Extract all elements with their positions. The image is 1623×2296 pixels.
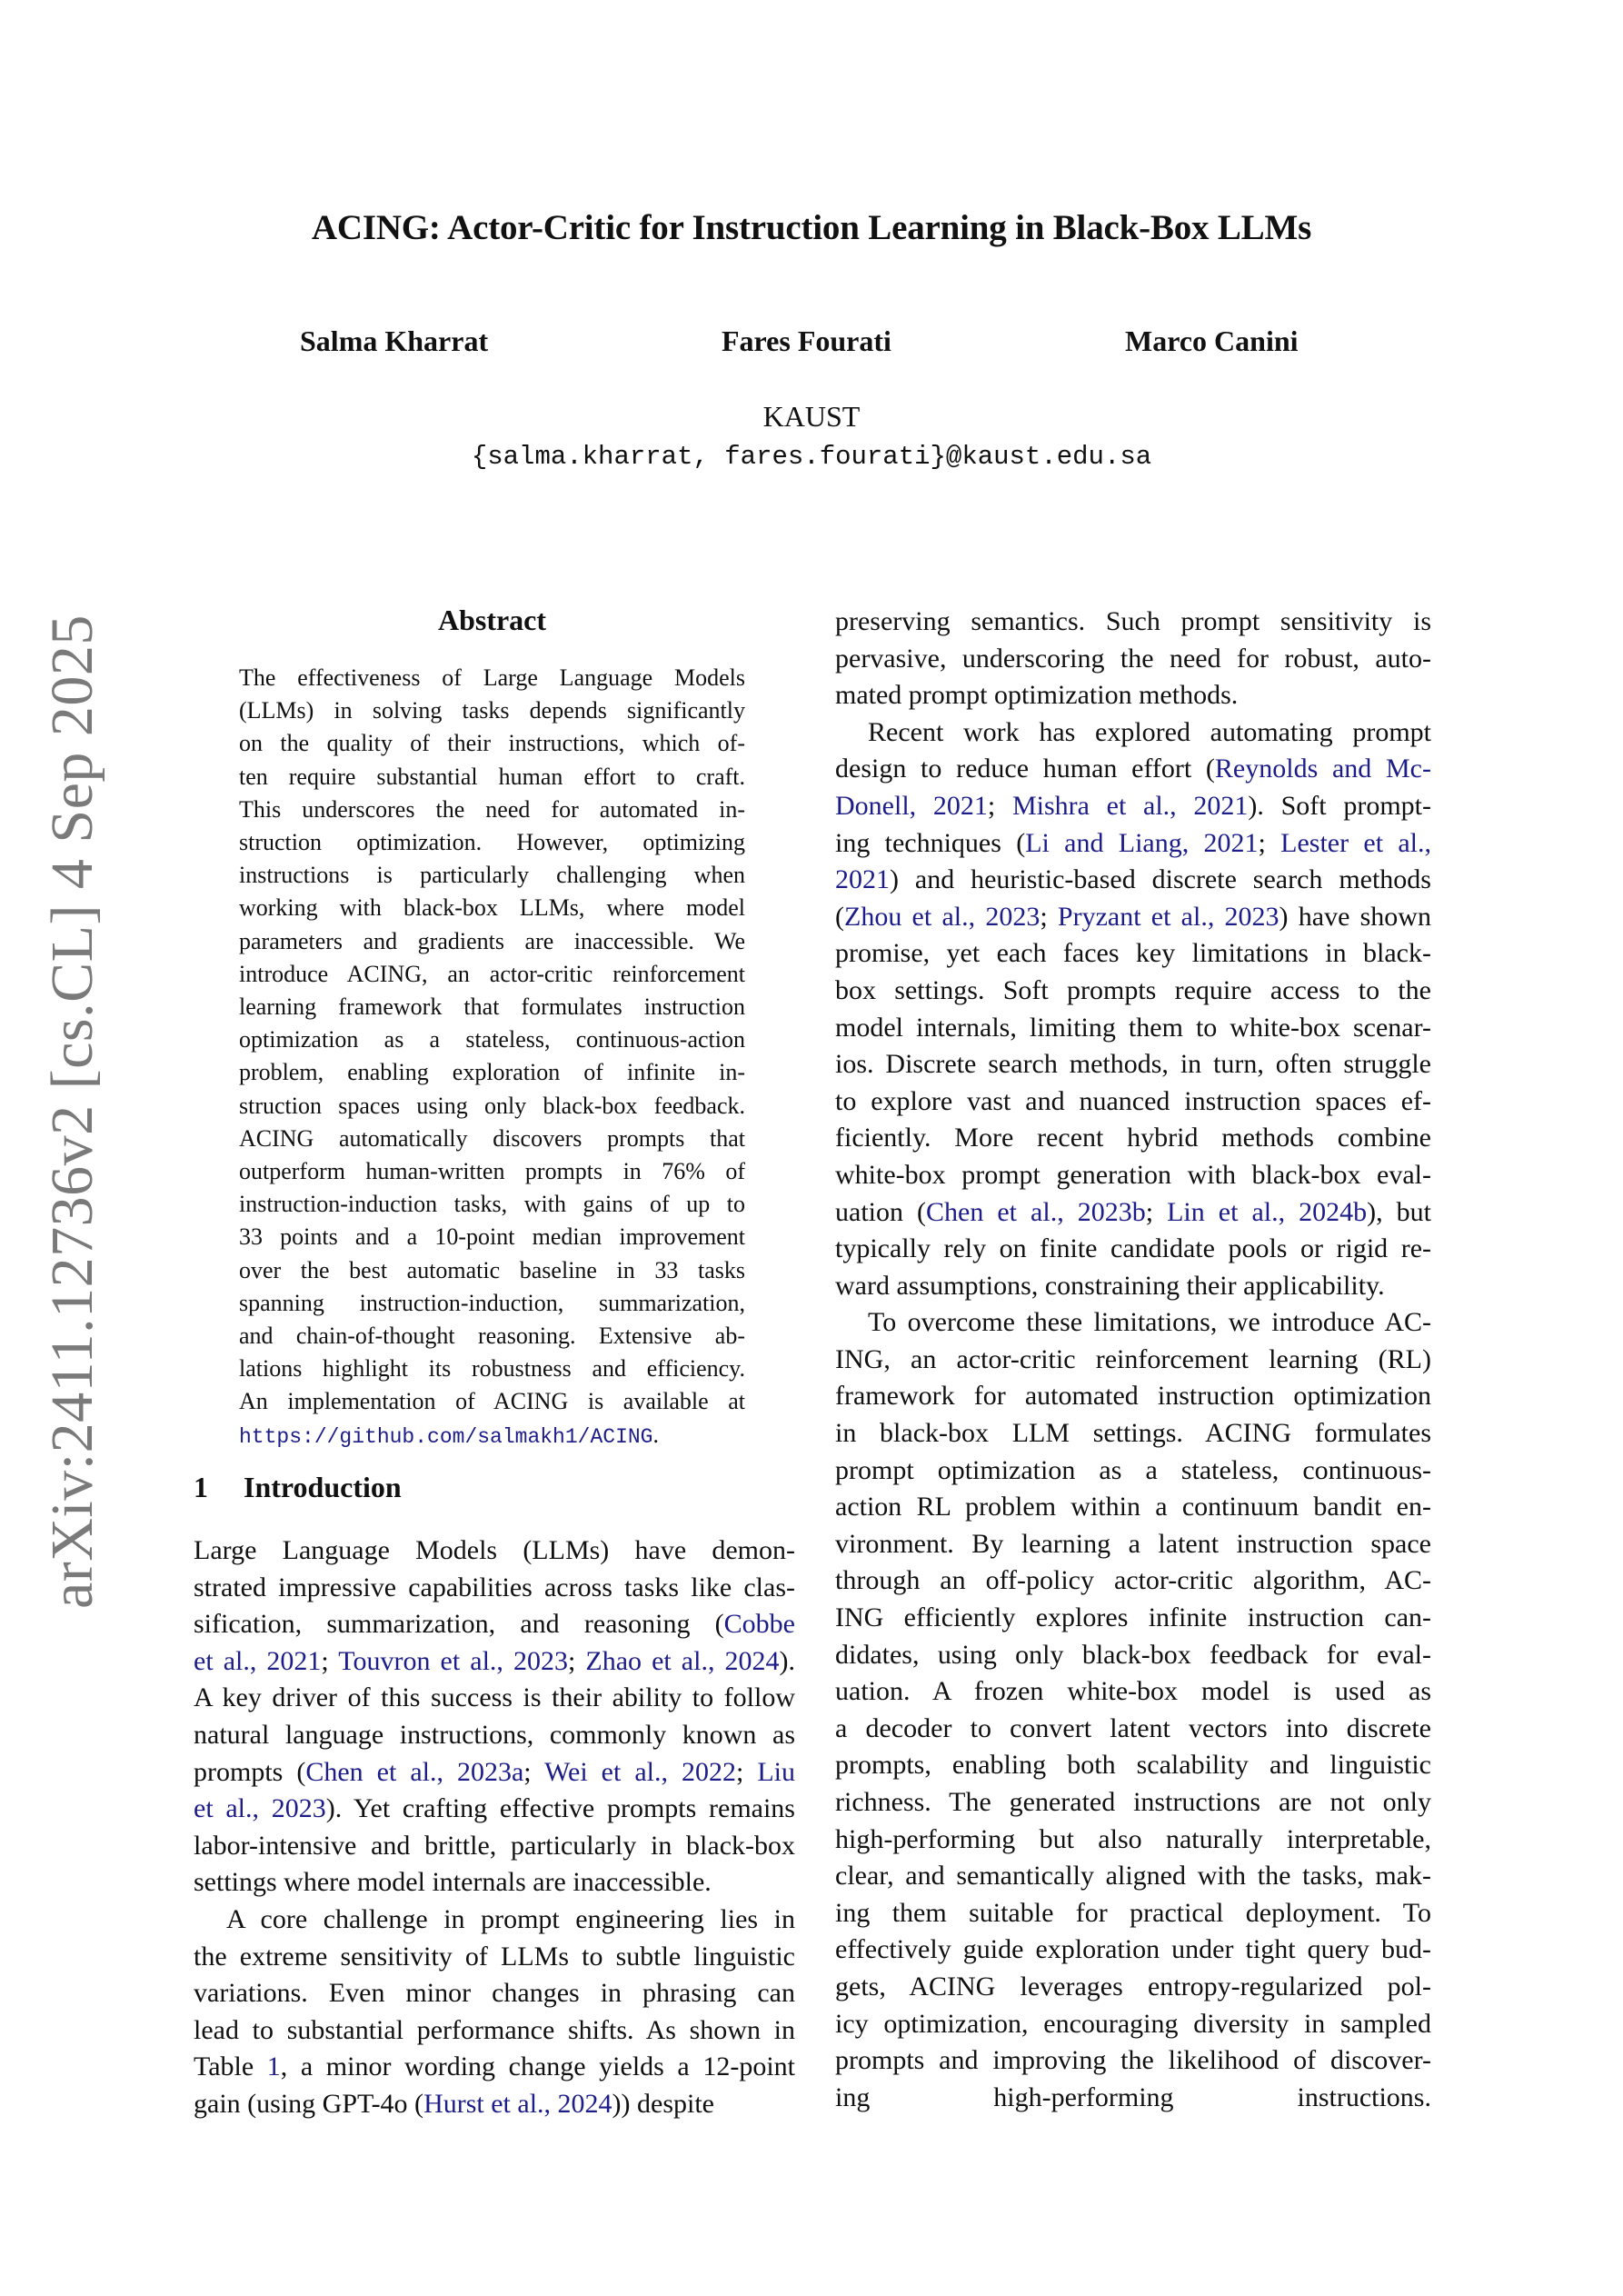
author-emails: {salma.kharrat, fares.fourati}@kaust.edu.sa (471, 442, 1152, 472)
citation-link[interactable]: Wei et al., 2022 (544, 1756, 736, 1787)
text-line: a decoder to convert latent vectors into discrete (835, 1712, 1431, 1743)
section-title: Introduction (244, 1471, 402, 1503)
text-line: richness. The generated instructions are not only (835, 1787, 1431, 1817)
citation-link[interactable]: Zhou et al., 2023 (844, 901, 1041, 932)
abstract-line: optimization as a stateless, continuous-action (239, 1026, 745, 1053)
text-line: ing high-performing instructions. (835, 2081, 1431, 2112)
text-line: the extreme sensitivity of LLMs to subtle linguistic (194, 1941, 795, 1972)
text-line: ing techniques (Li and Liang, 2021; Lester et al., (835, 827, 1431, 858)
text-line: prompts, enabling both scalability and linguistic (835, 1750, 1431, 1781)
citation-link[interactable]: Li and Liang, 2021 (1025, 827, 1259, 858)
abstract-line: over the best automatic baseline in 33 tasks (239, 1256, 745, 1283)
text-line: Donell, 2021; Mishra et al., 2021). Soft prompt- (835, 790, 1431, 821)
text-line: model internals, limiting them to white-box scenar- (835, 1012, 1431, 1043)
text-line: promise, yet each faces key limitations in black- (835, 938, 1431, 969)
text-line: high-performing but also naturally interpretable, (835, 1823, 1431, 1854)
citation-link[interactable]: Lin et al., 2024b (1167, 1196, 1368, 1227)
abstract-line: introduce ACING, an actor-critic reinforcement (239, 960, 745, 987)
text-line: et al., 2021; Touvron et al., 2023; Zhao et al., 2024). (194, 1645, 796, 1676)
abstract-line: on the quality of their instructions, which of- (239, 730, 745, 757)
text-line: Large Language Models (LLMs) have demon- (194, 1535, 795, 1565)
author-name: Marco Canini (1125, 324, 1299, 357)
text-line: To overcome these limitations, we introduce AC- (868, 1307, 1431, 1338)
text-line: gain (using GPT-4o (Hurst et al., 2024)) despite (194, 2088, 714, 2119)
left-column-body (194, 1532, 795, 2123)
text-line: A core challenge in prompt engineering lies in (226, 1903, 795, 1934)
citation-link[interactable]: Chen et al., 2023a (305, 1756, 524, 1787)
abstract-line: This underscores the need for automated in- (239, 795, 745, 823)
author-name: Salma Kharrat (300, 324, 489, 357)
abstract-line: learning framework that formulates instruction (239, 993, 745, 1021)
citation-link[interactable]: Liu (757, 1756, 795, 1787)
text-line: white-box prompt generation with black-box eval- (835, 1159, 1431, 1190)
abstract-line: ACING automatically discovers prompts that (239, 1124, 745, 1152)
text-line: action RL problem within a continuum bandit en- (835, 1492, 1431, 1522)
text-line: variations. Even minor changes in phrasing can (194, 1978, 795, 2009)
code-repo-link[interactable]: https://github.com/salmakh1/ACING (239, 1424, 653, 1449)
text-line: uation (Chen et al., 2023b; Lin et al., 2024b), but (835, 1196, 1432, 1227)
text-line: didates, using only black-box feedback for eval- (835, 1639, 1431, 1670)
text-line: 2021) and heuristic-based discrete search methods (835, 864, 1431, 895)
citation-link[interactable]: et al., 2021 (194, 1645, 322, 1676)
citation-link[interactable]: Mishra et al., 2021 (1011, 790, 1249, 821)
abstract-body (239, 662, 745, 1453)
abstract-line: problem, enabling exploration of infinite in- (239, 1059, 745, 1086)
citation-link[interactable]: 2021 (835, 864, 890, 895)
right-column-body (835, 604, 1431, 2116)
citation-link[interactable]: Touvron et al., 2023 (338, 1645, 568, 1676)
text-line: labor-intensive and brittle, particularly in black-box (194, 1830, 795, 1861)
text-line: ios. Discrete search methods, in turn, often struggle (835, 1049, 1431, 1080)
text-line: ficiently. More recent hybrid methods combine (835, 1123, 1431, 1153)
citation-link[interactable]: Pryzant et al., 2023 (1057, 901, 1279, 932)
citation-link[interactable]: Cobbe (723, 1609, 795, 1640)
text-line: ING, an actor-critic reinforcement learning (RL) (835, 1343, 1431, 1374)
text-line: effectively guide exploration under tight query bud- (835, 1934, 1431, 1965)
citation-link[interactable]: Hurst et al., 2024 (423, 2088, 612, 2119)
text-line: ING efficiently explores infinite instruction can- (835, 1602, 1431, 1633)
text-line: strated impressive capabilities across tasks like clas- (194, 1572, 795, 1602)
text-line: prompts and improving the likelihood of discover- (835, 2045, 1431, 2076)
section-number: 1 (194, 1471, 208, 1503)
text-line: box settings. Soft prompts require access to the (835, 974, 1431, 1005)
text-line: to explore vast and nuanced instruction spaces ef- (835, 1085, 1431, 1116)
text-line: gets, ACING leverages entropy-regularized pol- (835, 1971, 1431, 2002)
text-line: clear, and semantically aligned with the tasks, mak- (835, 1861, 1431, 1892)
citation-link[interactable]: Donell, 2021 (835, 790, 988, 821)
abstract-heading: Abstract (437, 604, 547, 636)
abstract-line: spanning instruction-induction, summarization, (239, 1289, 745, 1316)
text-line: A key driver of this success is their ability to follow (194, 1682, 795, 1713)
abstract-line: struction optimization. However, optimizing (239, 829, 745, 856)
text-line: settings where model internals are inaccessible. (194, 1867, 712, 1898)
abstract-line: and chain-of-thought reasoning. Extensive ab- (239, 1323, 745, 1350)
abstract-line: ten require substantial human effort to craft. (239, 763, 745, 790)
text-line: icy optimization, encouraging diversity in sampled (835, 2008, 1431, 2039)
text-line: (Zhou et al., 2023; Pryzant et al., 2023) have shown (835, 901, 1431, 932)
citation-link[interactable]: 1 (266, 2051, 281, 2082)
text-line: ward assumptions, constraining their applicability. (835, 1270, 1385, 1301)
citation-link[interactable]: Lester et al., (1280, 827, 1431, 858)
citation-link[interactable]: Chen et al., 2023b (926, 1196, 1146, 1227)
citation-link[interactable]: Reynolds and Mc- (1214, 754, 1431, 784)
text-line: pervasive, underscoring the need for robust, auto- (835, 643, 1431, 674)
paper-title: ACING: Actor-Critic for Instruction Learning in Black-Box LLMs (311, 208, 1312, 247)
text-line: typically rely on finite candidate pools or rigid re- (835, 1233, 1431, 1264)
text-line: vironment. By learning a latent instruction space (835, 1528, 1431, 1559)
text-line: in black-box LLM settings. ACING formulates (835, 1418, 1431, 1449)
abstract-line: struction spaces using only black-box feedback. (239, 1092, 745, 1119)
abstract-line: lations highlight its robustness and efficiency. (239, 1355, 745, 1383)
citation-link[interactable]: Zhao et al., 2024 (585, 1645, 780, 1676)
text-line: lead to substantial performance shifts. As shown in (194, 2014, 795, 2045)
abstract-line: (LLMs) in solving tasks depends significantly (239, 697, 745, 724)
abstract-line: 33 points and a 10-point median improvement (239, 1223, 745, 1251)
text-line: prompt optimization as a stateless, continuous- (835, 1454, 1431, 1485)
text-line: ing them suitable for practical deployment. To (835, 1897, 1431, 1928)
text-line: et al., 2023). Yet crafting effective prompts remains (194, 1793, 795, 1824)
abstract-line: The effectiveness of Large Language Models (239, 664, 745, 691)
text-line: through an off-policy actor-critic algorithm, AC- (835, 1565, 1431, 1596)
abstract-line: parameters and gradients are inaccessible. We (239, 927, 745, 954)
text-line: uation. A frozen white-box model is used as (835, 1676, 1431, 1707)
section-heading (194, 1471, 402, 1504)
abstract-line: working with black-box LLMs, where model (239, 894, 745, 922)
abstract-line: instruction-induction tasks, with gains of up to (239, 1191, 745, 1218)
text-line: sification, summarization, and reasoning (Cobbe (194, 1609, 795, 1640)
abstract-line: An implementation of ACING is available at (239, 1388, 745, 1415)
arxiv-stamp: arXiv:2411.12736v2 [cs.CL] 4 Sep 2025 (39, 614, 105, 1609)
text-line: mated prompt optimization methods. (835, 680, 1239, 711)
author-name: Fares Fourati (722, 324, 891, 357)
affiliation: KAUST (762, 400, 861, 433)
text-line: Recent work has explored automating prompt (868, 716, 1431, 747)
text-line: framework for automated instruction optimization (835, 1381, 1431, 1412)
text-line: prompts (Chen et al., 2023a; Wei et al., 2022; Liu (194, 1756, 795, 1787)
citation-link[interactable]: et al., 2023 (194, 1793, 326, 1824)
text-line: Table 1, a minor wording change yields a 12-point (194, 2051, 795, 2082)
text-line: natural language instructions, commonly known as (194, 1719, 795, 1750)
text-line: preserving semantics. Such prompt sensitivity is (835, 606, 1431, 636)
abstract-line: outperform human-written prompts in 76% of (239, 1158, 745, 1185)
abstract-line: instructions is particularly challenging when (239, 862, 745, 889)
abstract-line: https://github.com/salmakh1/ACING. (239, 1421, 659, 1449)
text-line: design to reduce human effort (Reynolds and Mc- (835, 754, 1431, 784)
